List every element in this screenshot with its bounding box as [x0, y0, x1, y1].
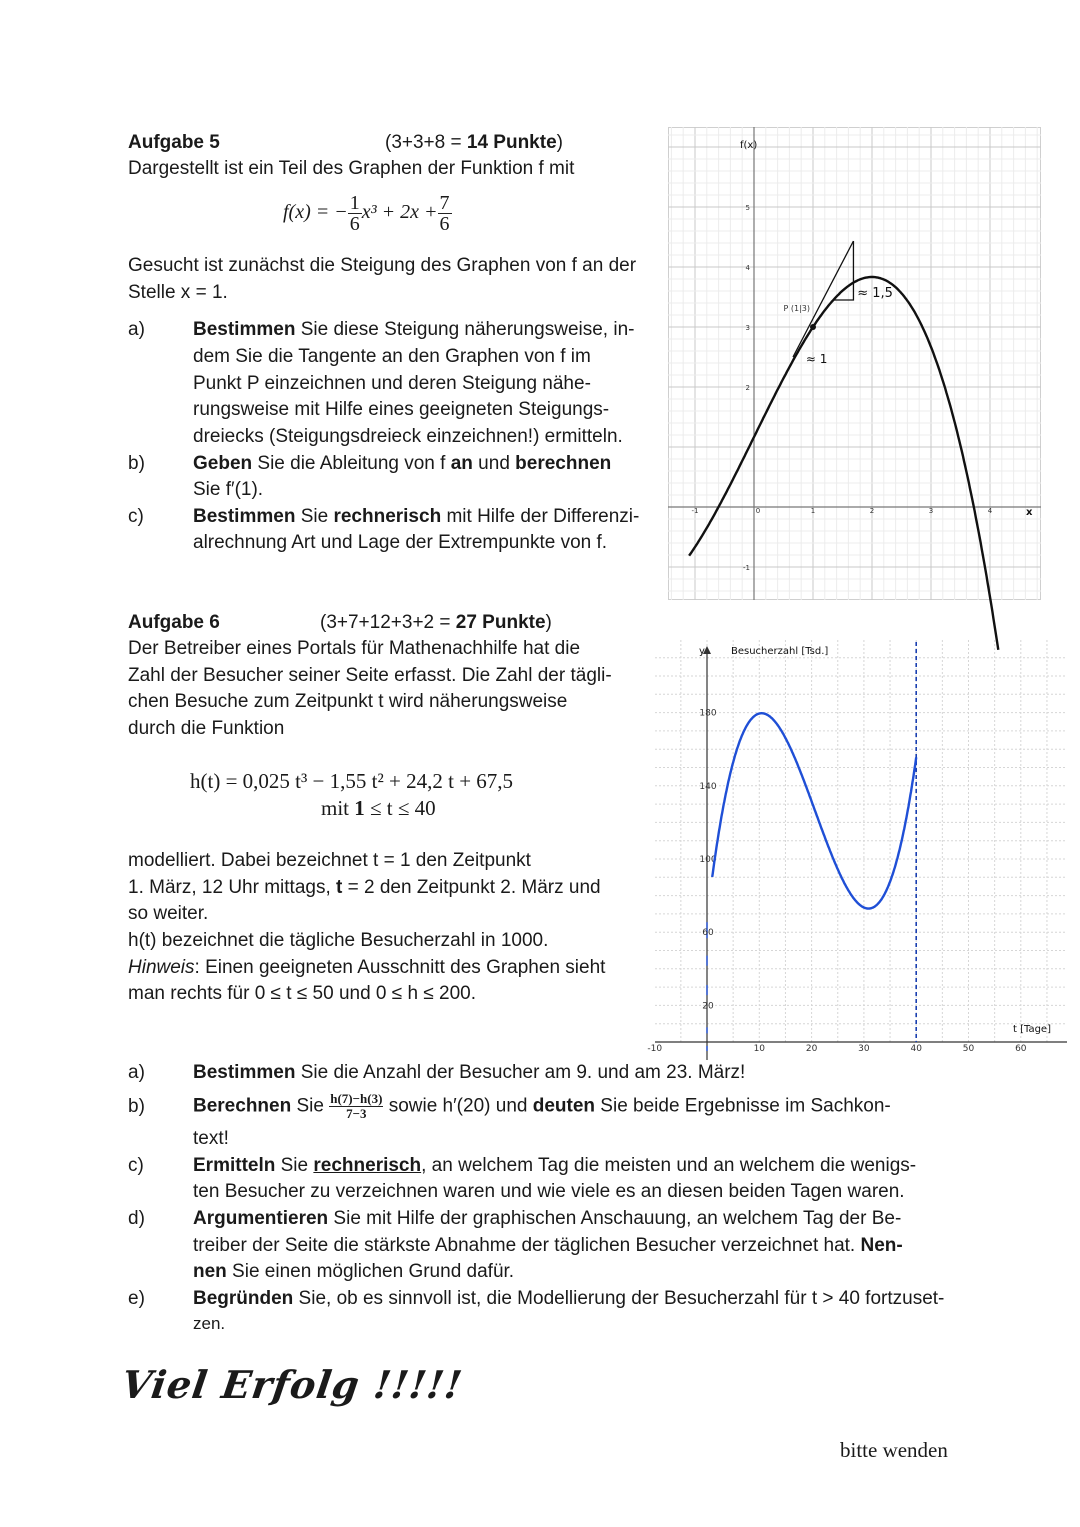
task5-b-label: b) [128, 453, 145, 474]
task6-e-label: e) [128, 1288, 145, 1309]
y-tick-label: 3 [745, 324, 750, 332]
task6-e-line1: Begründen Sie, ob es sinnvoll ist, die Modellierung der Besucherzahl für t > 40 fortzuset- [193, 1288, 945, 1309]
task6-d-line1: Argumentieren Sie mit Hilfe der graphischen Anschauung, an welchem Tag der Be- [193, 1208, 902, 1229]
task6-q4: h(t) bezeichnet die tägliche Besucherzahl in 1000. [128, 930, 549, 951]
graph-f-ticks [692, 204, 993, 572]
signoff-text: Viel Erfolg !!!!! [118, 1362, 466, 1407]
task5-intro: Dargestellt ist ein Teil des Graphen der Funktion f mit [128, 158, 575, 179]
task6-title: Aufgabe 6 [128, 612, 220, 633]
task6-b-line1: Berechnen Sie $\frac{h(7)-h(3)}{7-3}$ sowie h′(20) und deuten Sie beide Ergebnisse im Sachkon- [193, 1091, 891, 1121]
graph-f-annot-dx: ≈ 1 [805, 352, 828, 366]
difference-quotient: $\frac{h(7)-h(3)}{7-3}$ [330, 1091, 383, 1121]
task6-b-line2: text! [193, 1128, 229, 1149]
x-tick-label: 20 [805, 1044, 818, 1054]
task5-a-line1: Bestimmen Sie diese Steigung näherungsweise, in- [193, 319, 635, 340]
x-tick-label: -10 [647, 1044, 663, 1054]
point-p [810, 324, 816, 330]
task6-c-label: c) [128, 1155, 144, 1176]
graph-h-ticks [647, 709, 1026, 1054]
task6-p4: durch die Funktion [128, 718, 285, 739]
x-tick-label: 60 [1015, 1044, 1027, 1054]
task5-points: (3+3+8 = 14 Punkte) [385, 132, 563, 153]
task5-a-label: a) [128, 319, 145, 340]
graph-h-y-letter: y [699, 646, 705, 657]
task5-b-line2: Sie f′(1). [193, 479, 264, 500]
task6-q3: so weiter. [128, 903, 209, 924]
task5-line1: Gesucht ist zunächst die Steigung des Graphen von f an der [128, 255, 637, 276]
task5-function: f(x) = − $\frac{1}{6}$ x³ + 2x + $\frac{7}{6}$ [283, 192, 450, 235]
task5-title: Aufgabe 5 [128, 132, 220, 153]
task6-q6: man rechts für 0 ≤ t ≤ 50 und 0 ≤ h ≤ 200. [128, 983, 477, 1004]
x-tick-label: 10 [753, 1044, 766, 1054]
task5-line2: Stelle x = 1. [128, 282, 228, 303]
task6-q5: Hinweis: Einen geeigneten Ausschnitt des Graphen sieht [128, 957, 606, 978]
task6-a-line1: Bestimmen Sie die Anzahl der Besucher am 9. und am 23. März! [193, 1062, 746, 1083]
graph-f-point-label: P (1|3) [783, 303, 810, 313]
y-tick-label: 180 [699, 708, 717, 719]
y-tick-label: 5 [745, 204, 750, 212]
task6-p2: Zahl der Besucher seiner Seite erfasst. Die Zahl der tägli- [128, 665, 612, 686]
y-tick-label: 60 [702, 928, 714, 939]
x-tick-label: 3 [928, 507, 934, 515]
y-tick-label: 20 [702, 1001, 714, 1012]
task6-p3: chen Besuche zum Zeitpunkt t wird näherungsweise [128, 691, 568, 712]
x-tick-label: 30 [858, 1044, 870, 1054]
task6-p1: Der Betreiber eines Portals für Mathenachhilfe hat die [128, 638, 581, 659]
turn-page-note: bitte wenden [840, 1438, 948, 1462]
fraction-seven-sixth: $\frac{7}{6}$ [439, 192, 450, 235]
graph-h-x-label: t [Tage] [1013, 1024, 1051, 1035]
x-tick-label: 40 [910, 1044, 922, 1054]
y-tick-label: -1 [743, 564, 750, 572]
task6-q2: 1. März, 12 Uhr mittags, t = 2 den Zeitpunkt 2. März und [128, 877, 601, 898]
x-tick-label: 50 [962, 1044, 975, 1054]
y-tick-label: 100 [699, 855, 717, 865]
fraction-one-sixth: $\frac{1}{6}$ [349, 192, 360, 235]
tangent-line [793, 241, 853, 357]
task6-function: h(t) = 0,025 t³ − 1,55 t² + 24,2 t + 67,5 [190, 769, 514, 793]
x-tick-label: 4 [987, 507, 993, 515]
task5-heading [128, 130, 220, 157]
task5-c-line1: Bestimmen Sie rechnerisch mit Hilfe der Differenzi- [193, 506, 640, 527]
graph-f-curve [689, 277, 998, 650]
y-tick-label: 4 [745, 264, 750, 272]
x-tick-label: 1 [810, 507, 816, 515]
x-tick-label: 0 [755, 507, 761, 515]
task6-c-line1: Ermitteln Sie rechnerisch, an welchem Tag die meisten und an welchem die wenigs- [193, 1155, 917, 1176]
y-tick-label: 140 [699, 781, 717, 792]
task5-a-line5: dreiecks (Steigungsdreieck einzeichnen!) ermitteln. [193, 426, 623, 447]
task5-c-line2: alrechnung Art und Lage der Extrempunkte von f. [193, 532, 608, 553]
graph-h-y-label: Besucherzahl [Tsd.] [731, 646, 829, 657]
task6-function-condition: mit 1 ≤ t ≤ 40 [321, 796, 436, 820]
task5-a-line4: rungsweise mit Hilfe eines geeigneten Steigungs- [193, 399, 610, 420]
graph-f [668, 127, 1041, 600]
graph-f-annot-dy: ≈ 1,5 [857, 286, 893, 301]
graph-f-y-label: f(x) [740, 140, 758, 151]
x-tick-label: -1 [691, 507, 699, 515]
task6-points: (3+7+12+3+2 = 27 Punkte) [320, 612, 552, 633]
task5-c-label: c) [128, 506, 144, 527]
graph-h-curve [712, 713, 916, 908]
task6-q1: modelliert. Dabei bezeichnet t = 1 den Zeitpunkt [128, 850, 531, 871]
graph-f-grid [668, 127, 1041, 600]
task5-b-line1: Geben Sie die Ableitung von f an und berechnen [193, 453, 612, 474]
task6-e-line2: zen. [193, 1314, 226, 1333]
task6-d-line3: nen Sie einen möglichen Grund dafür. [193, 1261, 515, 1282]
task6-d-label: d) [128, 1208, 145, 1229]
task6-a-label: a) [128, 1062, 145, 1083]
x-tick-label: 2 [869, 507, 875, 515]
task5-a-line2: dem Sie die Tangente an den Graphen von f im [193, 346, 591, 367]
graph-f-annotations [793, 241, 853, 357]
graph-f-x-label: x [1026, 507, 1033, 518]
task6-d-line2: treiber der Seite die stärkste Abnahme der täglichen Besucher verzeichnet hat. Nen- [193, 1235, 903, 1256]
task6-heading [128, 610, 220, 637]
graph-h [647, 640, 1067, 1060]
task6-b-label: b) [128, 1096, 145, 1117]
task6-c-line2: ten Besucher zu verzeichnen waren und wie viele es an diesen beiden Tagen waren. [193, 1181, 905, 1202]
y-tick-label: 2 [745, 384, 750, 392]
task5-a-line3: Punkt P einzeichnen und deren Steigung nähe- [193, 373, 591, 394]
